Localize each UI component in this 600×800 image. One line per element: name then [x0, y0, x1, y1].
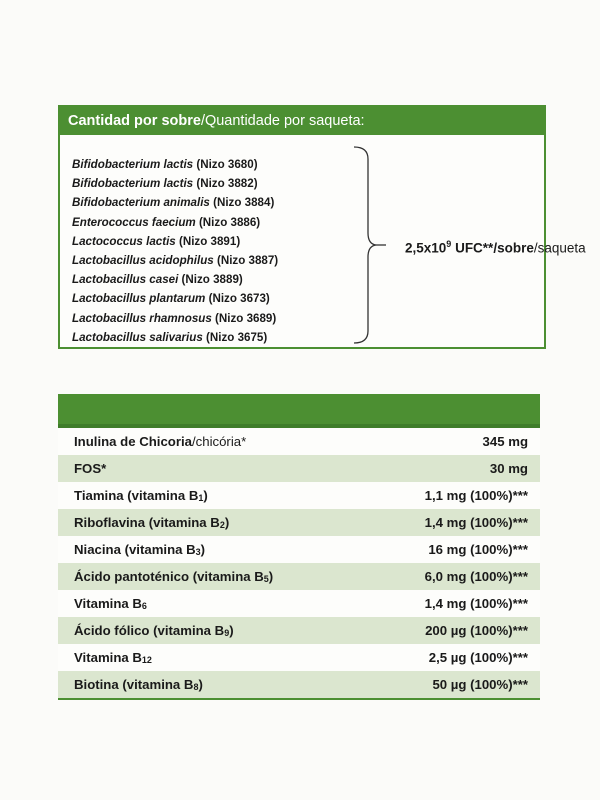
- table-row: [58, 563, 540, 590]
- strain-item: [72, 155, 278, 174]
- strain-code: (Nizo 3675): [202, 330, 268, 344]
- header-title-bold: Cantidad por sobre: [68, 113, 201, 129]
- strain-name: Lactobacillus acidophilus: [72, 254, 214, 268]
- table-bottom-rule: [58, 698, 540, 700]
- strain-name: Bifidobacterium lactis: [72, 177, 194, 191]
- strain-name: Lactobacillus rhamnosus: [72, 311, 212, 325]
- strain-name: Lactobacillus plantarum: [72, 292, 206, 306]
- header-title-rest: /Quantidade por saqueta:: [200, 113, 365, 129]
- strain-item: [72, 270, 278, 289]
- panel-header: [60, 107, 544, 135]
- strain-name: Lactobacillus salivarius: [72, 330, 203, 344]
- nutrient-value: 1,1 mg (100%)***: [424, 488, 528, 503]
- nutrient-value: 16 mg (100%)***: [428, 542, 528, 557]
- strain-name: Lactobacillus casei: [72, 273, 179, 287]
- dose-base: 2,5x10: [405, 240, 447, 256]
- strain-name: Bifidobacterium lactis: [72, 158, 194, 171]
- curly-brace-icon: [352, 145, 392, 345]
- strain-item: [72, 213, 278, 232]
- strain-code: (Nizo 3689): [211, 311, 277, 325]
- nutrient-label: Ácido fólico (vitamina B9): [74, 623, 234, 638]
- strain-item: [72, 289, 278, 308]
- nutrient-value: 2,5 µg (100%)***: [428, 650, 528, 665]
- nutrient-value: 200 µg (100%)***: [425, 623, 528, 638]
- strain-code: (Nizo 3891): [175, 234, 241, 248]
- dose-unit: UFC**/sobre: [451, 240, 534, 256]
- strain-name: Lactococcus lactis: [72, 234, 176, 248]
- table-row: [58, 428, 540, 455]
- strain-name: Enterococcus faecium: [72, 215, 196, 229]
- nutrient-label: Tiamina (vitamina B1): [74, 488, 208, 503]
- strain-list: [72, 155, 278, 347]
- table-row: [58, 455, 540, 482]
- table-row: [58, 536, 540, 563]
- strain-code: (Nizo 3889): [178, 273, 243, 287]
- probiotic-strains-panel: [58, 105, 586, 349]
- table-row: [58, 671, 540, 698]
- strain-name: Bifidobacterium animalis: [72, 196, 210, 210]
- strain-code: (Nizo 3886): [195, 215, 261, 229]
- table-row: [58, 590, 540, 617]
- table-row: [58, 509, 540, 536]
- nutrient-value: 345 mg: [482, 434, 528, 449]
- nutrient-label: Vitamina B6: [74, 596, 147, 611]
- dose-unit-alt: /saqueta: [533, 240, 586, 256]
- table-row: [58, 482, 540, 509]
- nutrient-label: FOS*: [74, 461, 107, 476]
- nutrient-table: [58, 394, 540, 698]
- nutrient-label: Ácido pantoténico (vitamina B5): [74, 569, 274, 584]
- strain-code: (Nizo 3673): [205, 292, 270, 306]
- nutrient-value: 1,4 mg (100%)***: [424, 596, 528, 611]
- strain-item: [72, 193, 278, 212]
- strain-item: [72, 309, 278, 328]
- nutrient-value: 1,4 mg (100%)***: [424, 515, 528, 530]
- nutrient-label: Riboflavina (vitamina B2): [74, 515, 230, 530]
- strain-code: (Nizo 3884): [209, 196, 275, 210]
- table-row: [58, 617, 540, 644]
- strain-code: (Nizo 3680): [193, 158, 258, 171]
- nutrient-value: 6,0 mg (100%)***: [424, 569, 528, 584]
- table-row: [58, 644, 540, 671]
- dose-value: [405, 239, 586, 256]
- strain-item: [72, 174, 278, 193]
- nutrient-rows: [58, 428, 540, 698]
- nutrient-value: 50 µg (100%)***: [432, 677, 528, 692]
- strain-code: (Nizo 3882): [193, 177, 258, 191]
- nutrient-label: Inulina de Chicoria/chicória*: [74, 434, 247, 449]
- strain-item: [72, 328, 278, 347]
- dose-exponent: 9: [446, 239, 452, 249]
- nutrient-label: Vitamina B12: [74, 650, 152, 665]
- table-header-bar: [58, 394, 540, 428]
- nutrient-label: Biotina (vitamina B8): [74, 677, 203, 692]
- nutrient-value: 30 mg: [489, 461, 528, 476]
- nutrient-label: Niacina (vitamina B3): [74, 542, 206, 557]
- strain-item: [72, 232, 278, 251]
- strain-code: (Nizo 3887): [213, 254, 279, 268]
- strain-item: [72, 251, 278, 270]
